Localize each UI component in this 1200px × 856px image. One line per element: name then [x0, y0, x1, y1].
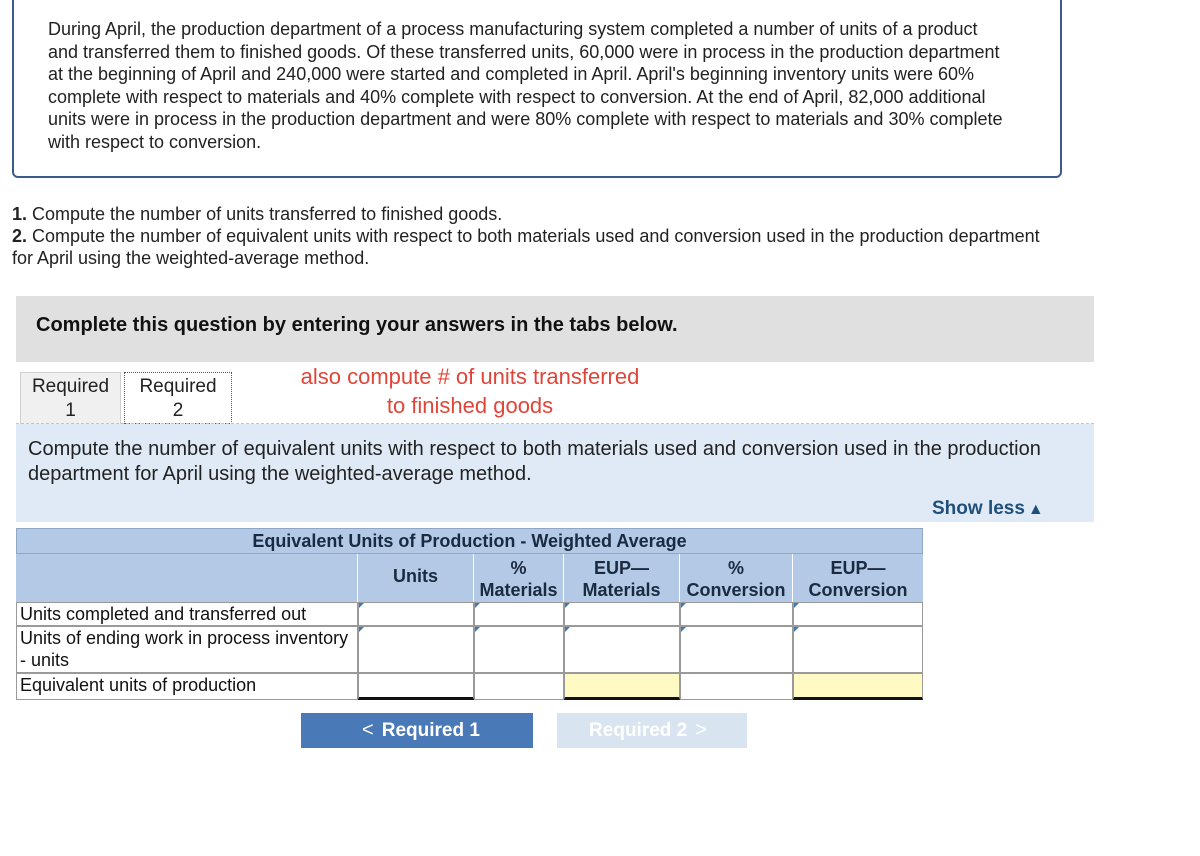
header-pct-conversion-line2: Conversion: [686, 580, 786, 600]
instructions: [12, 203, 1062, 269]
units-ending-wip-input[interactable]: [358, 626, 474, 673]
show-less-label: Show less: [932, 498, 1025, 519]
eup-conversion-total-cell: [793, 673, 923, 700]
eup-materials-transferred-out-input[interactable]: [564, 602, 680, 626]
tab-panel-divider: [16, 423, 1094, 424]
tab-required-2-line1: Required: [139, 376, 217, 397]
problem-text: During April, the production department of a process manufacturing system completed a number of units of a product and transferred them to finished goods. Of these transferred units, 60,000 were in process in the production department at the beginning of April and 240,000 were started and completed in April. April's beginning inventory units were 60% complete with respect to materials and 40% complete with respect to conversion. At the end of April, 82,000 additional units were in process in the production department and were 80% complete with respect to materials and 30% complete with respect to conversion.: [48, 19, 1003, 152]
pct-conversion-total-cell: [680, 673, 793, 700]
next-required-2-button[interactable]: [557, 713, 747, 748]
eup-materials-total-cell: [564, 673, 680, 700]
tab-required-1[interactable]: [20, 372, 121, 424]
pct-materials-transferred-out-input[interactable]: [474, 602, 564, 626]
q1-text: Compute the number of units transferred to finished goods.: [27, 204, 503, 224]
header-eup-conversion-line2: Conversion: [808, 580, 908, 600]
tab-required-1-line2: 1: [65, 400, 76, 421]
eup-materials-ending-wip-input[interactable]: [564, 626, 680, 673]
eup-conversion-transferred-out-input[interactable]: [793, 602, 923, 626]
header-pct-conversion-line1: %: [727, 558, 744, 578]
row-label-equivalent-units: Equivalent units of production: [16, 673, 358, 700]
prev-required-1-button[interactable]: [301, 713, 533, 748]
pct-conversion-transferred-out-input[interactable]: [680, 602, 793, 626]
complete-banner-text: Complete this question by entering your answers in the tabs below.: [36, 314, 678, 336]
chevron-left-icon: <: [362, 719, 374, 741]
eup-conversion-ending-wip-input[interactable]: [793, 626, 923, 673]
q1-number: 1.: [12, 204, 28, 224]
header-blank: [16, 554, 358, 602]
triangle-up-icon: ▲: [1027, 501, 1044, 518]
header-pct-conversion: [680, 554, 793, 602]
header-units: Units: [358, 554, 474, 602]
complete-banner: [16, 296, 1094, 362]
prev-button-label: Required 1: [381, 720, 480, 741]
row-label-transferred-out: Units completed and transferred out: [16, 602, 358, 626]
row-label-ending-wip: Units of ending work in process inventory - units: [16, 626, 358, 673]
header-eup-materials-line1: EUP—: [593, 558, 649, 578]
header-eup-materials: [564, 554, 680, 602]
chevron-right-icon: >: [695, 719, 707, 741]
units-transferred-out-input[interactable]: [358, 602, 474, 626]
show-less-toggle[interactable]: [932, 498, 1044, 520]
header-pct-materials-line2: Materials: [479, 580, 558, 600]
pct-conversion-ending-wip-input[interactable]: [680, 626, 793, 673]
table-title: Equivalent Units of Production - Weighted Average: [16, 528, 923, 554]
header-eup-conversion: [793, 554, 923, 602]
question-prompt: Compute the number of equivalent units with respect to both materials used and conversion used in the production department for April using the weighted-average method.: [28, 438, 1041, 485]
pct-materials-total-cell: [474, 673, 564, 700]
tab-required-2[interactable]: [124, 372, 232, 424]
header-eup-conversion-line1: EUP—: [830, 558, 886, 578]
header-pct-materials-line1: %: [510, 558, 527, 578]
next-button-label: Required 2: [589, 720, 688, 741]
pct-materials-ending-wip-input[interactable]: [474, 626, 564, 673]
q2-text: Compute the number of equivalent units with respect to both materials used and conversion used in the production department for April using the weighted-average method.: [12, 226, 1040, 268]
header-eup-materials-line2: Materials: [582, 580, 661, 600]
units-total-cell: [358, 673, 474, 700]
header-pct-materials: [474, 554, 564, 602]
q2-number: 2.: [12, 226, 28, 246]
tab-required-1-line1: Required: [31, 376, 110, 397]
handwritten-note: also compute # of units transferred to finished goods: [300, 364, 640, 418]
tab-required-2-line2: 2: [172, 400, 184, 421]
